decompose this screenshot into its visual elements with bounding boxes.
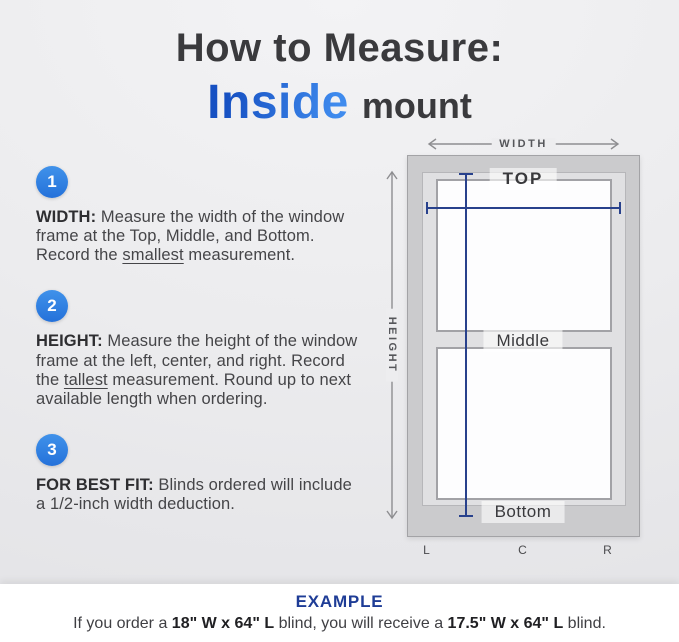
height-measure-line <box>465 173 467 517</box>
top-position-label: TOP <box>490 168 557 190</box>
step-1-underlined-word: smallest <box>122 246 184 265</box>
example-ordered-size: 18" W x 64" L <box>171 615 275 632</box>
example-text: If you order a <box>73 615 172 632</box>
window-pane-bottom <box>436 347 612 500</box>
example-received-size: 17.5" W x 64" L <box>447 615 564 632</box>
middle-position-label: Middle <box>483 330 562 352</box>
step-3-badge: 3 <box>36 434 68 466</box>
window-pane-top <box>436 179 612 332</box>
step-3-text <box>36 476 358 514</box>
step-1-body: Measure the width of the window frame at the Top, Middle, and Bottom. Record the <box>36 208 345 265</box>
step-best-fit <box>36 434 358 514</box>
example-text-mid: blind, you will receive a <box>274 615 448 632</box>
step-2-body-end: measurement. Round up to next available length when ordering. <box>36 370 352 408</box>
step-2-text <box>36 332 358 409</box>
height-dimension-arrow <box>385 170 399 520</box>
example-sentence <box>0 615 679 633</box>
step-2-badge: 2 <box>36 290 68 322</box>
step-1-text <box>36 208 358 265</box>
right-mark: R <box>603 543 613 557</box>
title-line2 <box>0 75 679 130</box>
step-width <box>36 166 358 265</box>
width-measure-line <box>426 207 621 209</box>
step-3-body: Blinds ordered will include a 1/2-inch width deduction. <box>36 475 352 513</box>
left-center-right-marks <box>407 543 640 559</box>
step-2-label: HEIGHT: <box>36 332 103 351</box>
example-band <box>0 584 679 642</box>
width-dimension-arrow <box>427 137 620 151</box>
instruction-steps <box>36 166 358 539</box>
step-1-label: WIDTH: <box>36 208 97 226</box>
width-arrow-label: WIDTH <box>491 138 556 150</box>
left-mark: L <box>423 543 431 557</box>
title-highlight: Inside <box>207 76 349 129</box>
step-2-body: Measure the height of the window frame at the left, center, and right. Record the <box>36 332 358 389</box>
window-measure-diagram <box>380 137 660 562</box>
step-1-body-end: measurement. <box>183 246 296 265</box>
center-mark: C <box>518 543 528 557</box>
example-text-end: blind. <box>563 615 606 632</box>
height-arrow-label: HEIGHT <box>386 309 398 382</box>
title-line1: How to Measure: <box>175 26 504 70</box>
step-3-label: FOR BEST FIT: <box>36 475 154 494</box>
step-1-badge: 1 <box>36 166 68 198</box>
step-2-underlined-word: tallest <box>63 370 108 389</box>
step-height <box>36 290 358 409</box>
title-suffix: mount <box>361 85 472 126</box>
bottom-position-label: Bottom <box>482 501 565 523</box>
page-title <box>0 26 679 130</box>
example-heading: EXAMPLE <box>295 592 384 611</box>
